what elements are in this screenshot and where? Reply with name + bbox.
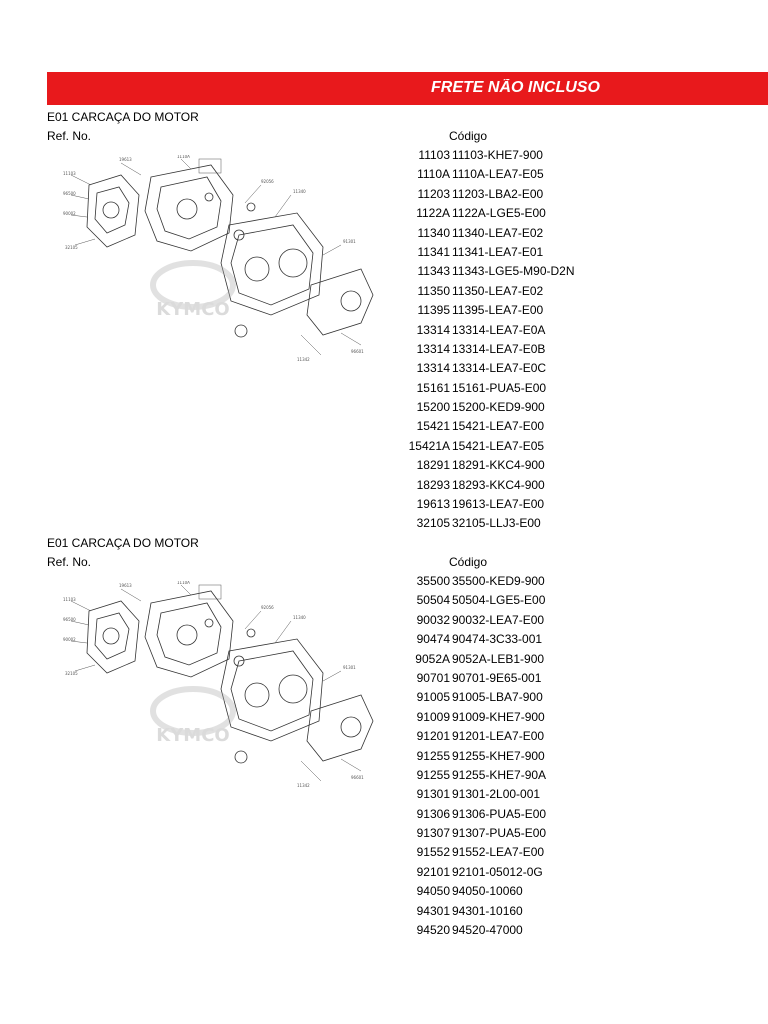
part-row [387, 923, 647, 942]
part-row [387, 652, 647, 671]
part-ref-no: 9052A [415, 651, 450, 666]
part-row [387, 381, 647, 400]
part-ref-no: 91306 [416, 806, 450, 821]
part-ref-no: 90032 [416, 612, 450, 627]
parts-section-1 [47, 110, 607, 530]
part-ref-no: 32105 [416, 516, 450, 531]
part-ref-no: 1110A [417, 167, 450, 182]
part-code: 35500-KED9-900 [452, 574, 545, 588]
part-ref-no: 13314 [416, 341, 450, 356]
part-row [387, 497, 647, 516]
part-row [387, 284, 647, 303]
svg-text:90002: 90002 [63, 211, 76, 216]
part-row [387, 768, 647, 787]
part-row [387, 613, 647, 632]
svg-text:11342: 11342 [297, 783, 310, 788]
part-code: 9052A-LEB1-900 [452, 651, 545, 666]
ref-no-label: Ref. No. [47, 129, 92, 143]
diagram-watermark: KYMCO [156, 725, 230, 746]
part-row [387, 187, 647, 206]
svg-text:96500: 96500 [63, 191, 76, 196]
part-code: 1110A-LEA7-E05 [452, 167, 544, 182]
part-ref-no: 18293 [416, 477, 450, 492]
part-ref-no: 91201 [416, 729, 450, 744]
part-code: 91201-LEA7-E00 [452, 729, 545, 744]
part-row [387, 167, 647, 186]
part-code: 91552-LEA7-E00 [452, 845, 545, 860]
section-title: E01 CARCAÇA DO MOTOR [47, 110, 199, 124]
ref-no-label: Ref. No. [47, 555, 92, 569]
part-ref-no: 15421 [416, 419, 450, 434]
part-ref-no: 94301 [416, 903, 450, 918]
part-code: 91306-PUA5-E00 [452, 806, 547, 821]
svg-text:11103: 11103 [63, 597, 76, 602]
part-code: 18293-KKC4-900 [452, 477, 545, 492]
part-row [387, 787, 647, 806]
part-code: 13314-LEA7-E0A [452, 322, 546, 337]
part-code: 94301-10160 [452, 903, 523, 918]
part-row [387, 245, 647, 264]
part-row [387, 226, 647, 245]
svg-text:96500: 96500 [63, 617, 76, 622]
part-ref-no: 11350 [417, 283, 450, 298]
part-code: 11395-LEA7-E00 [452, 303, 544, 318]
part-ref-no: 11203 [417, 186, 450, 201]
svg-text:11103: 11103 [63, 171, 76, 176]
svg-text:19613: 19613 [119, 157, 132, 162]
part-row [387, 478, 647, 497]
part-code: 1122A-LGE5-E00 [452, 206, 546, 221]
part-code: 15421-LEA7-E05 [452, 438, 545, 453]
part-ref-no: 1122A [416, 206, 450, 221]
svg-text:90002: 90002 [63, 637, 76, 642]
part-ref-no: 91301 [416, 787, 450, 802]
part-code: 11340-LEA7-E02 [452, 225, 544, 240]
part-code: 11341-LEA7-E01 [452, 244, 544, 259]
part-row [387, 826, 647, 845]
part-ref-no: 90474 [416, 632, 450, 647]
part-ref-no: 15200 [416, 400, 450, 415]
part-code: 90701-9E65-001 [452, 670, 542, 685]
part-ref-no: 18291 [416, 458, 450, 473]
part-ref-no: 11395 [417, 303, 450, 318]
part-code: 94520-47000 [452, 923, 523, 938]
part-ref-no: 94520 [416, 923, 450, 938]
svg-text:1110A: 1110A [177, 155, 190, 159]
section-title: E01 CARCAÇA DO MOTOR [47, 536, 199, 550]
part-row [387, 439, 647, 458]
parts-list [387, 574, 647, 942]
part-code: 32105-LLJ3-E00 [452, 516, 541, 531]
codigo-label: Código [449, 129, 488, 143]
part-row [387, 729, 647, 748]
codigo-label: Código [449, 555, 488, 569]
part-row [387, 148, 647, 167]
part-row [387, 458, 647, 477]
part-ref-no: 91307 [416, 826, 450, 841]
part-ref-no: 13314 [416, 322, 450, 337]
part-code: 15200-KED9-900 [452, 400, 545, 415]
svg-text:92056: 92056 [261, 179, 274, 184]
parts-section-2 [47, 536, 607, 956]
part-code: 11343-LGE5-M90-D2N [452, 264, 575, 279]
part-row [387, 516, 647, 535]
part-code: 91005-LBA7-900 [452, 690, 543, 705]
part-code: 11203-LBA2-E00 [452, 186, 544, 201]
part-code: 13314-LEA7-E0C [452, 361, 547, 376]
part-row [387, 323, 647, 342]
part-row [387, 593, 647, 612]
part-row [387, 574, 647, 593]
svg-text:11340: 11340 [293, 189, 306, 194]
part-row [387, 690, 647, 709]
part-code: 90032-LEA7-E00 [452, 612, 545, 627]
part-row [387, 749, 647, 768]
part-ref-no: 15161 [416, 380, 450, 395]
part-code: 91255-KHE7-900 [452, 748, 545, 763]
part-code: 91255-KHE7-90A [452, 767, 547, 782]
part-row [387, 632, 647, 651]
part-code: 90474-3C33-001 [452, 632, 543, 647]
part-row [387, 264, 647, 283]
part-ref-no: 11103 [418, 148, 450, 162]
part-code: 19613-LEA7-E00 [452, 497, 545, 512]
svg-text:11340: 11340 [293, 615, 306, 620]
part-code: 15421-LEA7-E00 [452, 419, 545, 434]
part-code: 50504-LGE5-E00 [452, 593, 546, 608]
part-row [387, 419, 647, 438]
part-row [387, 361, 647, 380]
svg-text:11342: 11342 [297, 357, 310, 362]
svg-text:91301: 91301 [343, 239, 356, 244]
part-code: 11350-LEA7-E02 [452, 283, 544, 298]
part-ref-no: 15421A [408, 438, 450, 453]
part-row [387, 845, 647, 864]
part-ref-no: 13314 [416, 361, 450, 376]
svg-text:19613: 19613 [119, 583, 132, 588]
part-row [387, 904, 647, 923]
svg-text:92056: 92056 [261, 605, 274, 610]
svg-text:91301: 91301 [343, 665, 356, 670]
header-banner [47, 72, 768, 105]
engine-case-diagram [61, 155, 377, 370]
part-ref-no: 11340 [417, 225, 450, 240]
diagram-watermark: KYMCO [156, 299, 230, 320]
part-code: 15161-PUA5-E00 [452, 380, 547, 395]
part-row [387, 710, 647, 729]
part-row [387, 342, 647, 361]
part-ref-no: 19613 [416, 497, 450, 512]
part-ref-no: 90701 [416, 670, 450, 685]
engine-case-diagram [61, 581, 377, 796]
part-ref-no: 35500 [416, 574, 450, 588]
svg-text:96601: 96601 [351, 775, 364, 780]
part-ref-no: 91009 [416, 709, 450, 724]
parts-list [387, 148, 647, 536]
svg-text:32105: 32105 [65, 671, 78, 676]
part-ref-no: 11341 [417, 244, 450, 259]
svg-text:96601: 96601 [351, 349, 364, 354]
part-row [387, 671, 647, 690]
part-code: 91301-2L00-001 [452, 787, 541, 802]
part-row [387, 884, 647, 903]
part-row [387, 400, 647, 419]
part-code: 91009-KHE7-900 [452, 709, 545, 724]
part-ref-no: 92101 [416, 864, 450, 879]
part-code: 94050-10060 [452, 884, 523, 899]
part-code: 91307-PUA5-E00 [452, 826, 547, 841]
svg-text:1110A: 1110A [177, 581, 190, 585]
part-code: 13314-LEA7-E0B [452, 341, 546, 356]
svg-text:32105: 32105 [65, 245, 78, 250]
part-row [387, 206, 647, 225]
part-code: 11103-KHE7-900 [452, 148, 543, 162]
part-ref-no: 91255 [416, 767, 450, 782]
part-code: 92101-05012-0G [452, 864, 543, 879]
part-ref-no: 11343 [417, 264, 450, 279]
part-row [387, 303, 647, 322]
banner-text: FRETE NÃO INCLUSO [431, 79, 600, 96]
part-row [387, 865, 647, 884]
part-ref-no: 91255 [416, 748, 450, 763]
part-ref-no: 94050 [416, 884, 450, 899]
part-ref-no: 91552 [416, 845, 450, 860]
part-row [387, 807, 647, 826]
part-ref-no: 50504 [416, 593, 450, 608]
part-code: 18291-KKC4-900 [452, 458, 545, 473]
part-ref-no: 91005 [416, 690, 450, 705]
